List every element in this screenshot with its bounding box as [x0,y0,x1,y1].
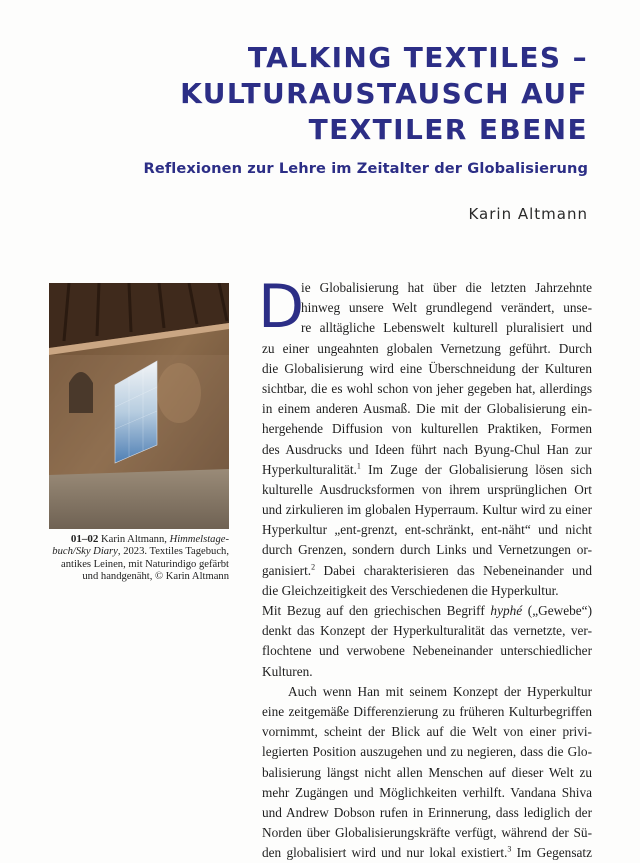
footnote-ref: 2 [311,562,316,572]
caption-line [40,546,229,558]
author-name: Karin Altmann [468,205,588,223]
body-line: Kulturen. [262,663,313,679]
body-line: denkt das Konzept der Hyperkulturalität das vernetzte, ver- [262,623,592,639]
body-line: legierten Position auszugehen und zu negieren, dass die Glo- [262,744,592,760]
italic-term: hyphé [490,603,523,618]
title-line: KULTURAUSTAUSCH AUF [180,77,588,110]
body-line: vornimmt, scheint der Blick auf die Welt von einer privi- [262,724,592,740]
body-line: den globalisiert wird und nur lokal existiert.$^3$ Im Gegensatz [262,844,592,861]
article-subtitle: Reflexionen zur Lehre im Zeitalter der Globalisierung [143,160,588,177]
body-line: die Gleichzeitigkeit des Verschiedenen die Hyperkultur. [262,582,559,598]
body-line: des Ausdrucks und Ideen führt nach Byung-Chul Han zur [262,441,592,457]
caption-text: , 2023. Textiles Tagebuch, [117,546,229,558]
body-line: hergehende Diffusion von kulturellen Praktiken, Formen [262,421,592,437]
body-line: kulturelle Ausdrucksformen von ihrem ursprünglichen Ort [262,481,592,497]
body-line: zu einer ungeahnten globalen Vernetzung geführt. Durch [262,340,592,356]
title-line: TALKING TEXTILES – [247,41,588,74]
caption-line: und handgenäht, © Karin Altmann [82,570,229,582]
body-line: in einem anderen Ausmaß. Die mit der Globalisierung ein- [262,401,592,417]
body-line: flochtene und verwobene Nebeneinander unterschiedlicher [262,643,592,659]
body-line: Mit Bezug auf den griechischen Begriff hyphé („Gewebe“) [262,603,593,618]
figure-caption [40,533,229,583]
body-line: und Andrew Dobson rufen in Erinnerung, dass lediglich der [262,804,592,820]
body-line: eine zeitgemäße Differenzierung zu früheren Kulturbegriffen [262,703,592,719]
body-line: ie Globalisierung hat über die letzten Jahrzehnte [301,280,592,295]
body-line: Auch wenn Han mit seinem Konzept der Hyperkultur [288,683,592,699]
caption-italic: Himmelstage- [169,534,229,545]
drop-cap: D [258,272,305,342]
caption-italic: buch/Sky Diary [52,546,118,558]
body-line: sichtbar, die es wohl schon von jeher gegeben hat, allerdings [262,380,592,396]
body-line: hinweg unsere Welt grundlegend verändert, unse- [301,300,592,316]
caption-line: antikes Leinen, mit Naturindigo gefärbt [61,558,229,570]
caption-line [40,533,229,546]
body-line: und zirkulieren im globalen Hyperraum. Kultur wird zu einer [262,502,592,518]
article-body [258,272,593,863]
title-line: TEXTILER EBENE [308,113,588,146]
textile-photo [49,283,229,529]
body-line: Hyperkulturalität.$^1$ Im Zuge der Globalisierung lösen sich [262,461,592,477]
body-line: balisierung längst nicht allen Menschen auf dieser Welt zu [262,764,592,780]
caption-text: Karin Altmann, [101,534,170,545]
footnote-ref: 1 [356,461,361,471]
body-line: ganisiert.$^2$ Dabei charakterisieren das Nebeneinander und [262,562,592,578]
body-line: re alltägliche Lebenswelt kulturell pluralisiert und [301,320,592,336]
article-title [28,40,588,148]
figure-number: 01–02 [70,533,99,545]
body-line: durch Grenzen, sondern durch Links und Vernetzungen or- [262,542,592,558]
body-line: Hyperkultur „ent-grenzt, ent-schränkt, ent-näht“ und nicht [262,522,592,538]
body-line: Norden über Globalisierungskräfte verfügt, während der Sü- [262,825,592,841]
body-line: mehr Zugängen und Möglichkeiten verhilft. Vandana Shiva [262,784,592,800]
body-line: die Globalisierung wird eine Überschneidung der Kulturen [262,360,592,376]
footnote-ref: 3 [507,844,512,854]
